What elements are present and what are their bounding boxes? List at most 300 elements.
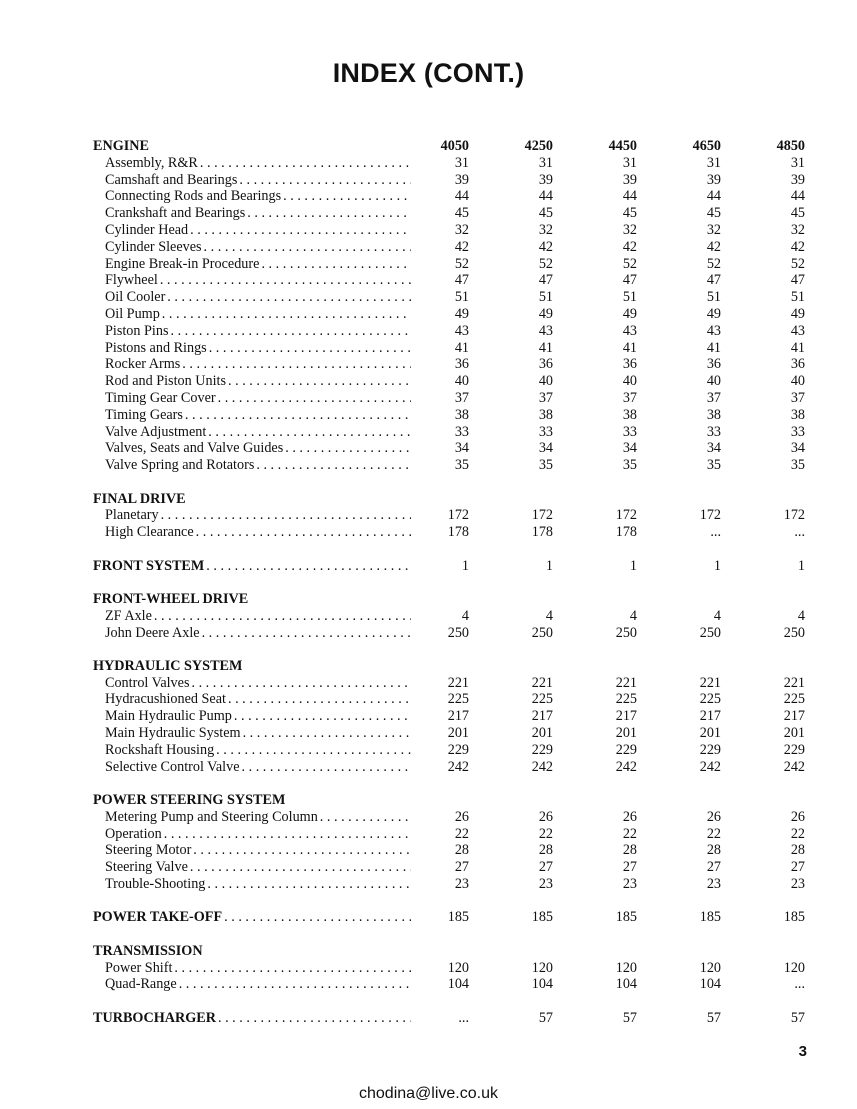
page-ref-4450: 185: [615, 909, 637, 926]
page-ref-4850: 47: [790, 272, 805, 289]
page-ref-4250: 1: [545, 557, 553, 574]
page-ref-4250: 172: [531, 507, 553, 524]
page-ref-4250: 221: [531, 674, 553, 691]
page-ref-4650: 37: [706, 389, 721, 406]
entry-assembly-r-r: Assembly, R&R: [105, 154, 198, 171]
page-ref-4850: 26: [790, 808, 805, 825]
page-ref-4650: 4: [713, 607, 721, 624]
page-ref-4050: 4: [461, 607, 469, 624]
entry-rod-and-piston-units: Rod and Piston Units: [105, 373, 227, 390]
page-ref-4650: 185: [699, 909, 721, 926]
page-ref-4650: 45: [706, 205, 721, 222]
index-entry: [93, 859, 813, 876]
page-ref-4050: 45: [454, 205, 469, 222]
index-entry: [93, 155, 813, 172]
index-table: [93, 138, 813, 1027]
index-entry: [93, 306, 813, 323]
page-ref-4850: 49: [790, 305, 805, 322]
entry-selective-control-valve: Selective Control Valve: [105, 758, 240, 775]
page-ref-4450: 22: [622, 825, 637, 842]
page-ref-4250: 225: [531, 691, 553, 708]
entry-piston-pins: Piston Pins: [105, 322, 169, 339]
page-ref-4450: 39: [622, 171, 637, 188]
page-ref-4050: 221: [447, 674, 469, 691]
page-ref-4450: 44: [622, 188, 637, 205]
page-ref-4450: 229: [615, 741, 637, 758]
section-entry: [93, 1010, 813, 1027]
page-ref-4650: 217: [699, 708, 721, 725]
page-ref-4250: 28: [538, 842, 553, 859]
page-ref-4450: 36: [622, 356, 637, 373]
page-ref-4650: 38: [706, 406, 721, 423]
entry-valve-spring-and-rotators: Valve Spring and Rotators: [105, 457, 255, 474]
page-ref-4250: 250: [531, 624, 553, 641]
dot-leader: [228, 373, 411, 390]
dot-leader: [161, 507, 411, 524]
page-ref-4450: 52: [622, 255, 637, 272]
dot-leader: [190, 859, 411, 876]
page-ref-4250: 49: [538, 305, 553, 322]
section-transmission: TRANSMISSION: [93, 942, 203, 959]
page-ref-4650: 57: [706, 1009, 721, 1026]
dot-leader: [228, 691, 411, 708]
page-ref-4850: 41: [790, 339, 805, 356]
index-entry: [93, 373, 813, 390]
page-ref-4050: 104: [447, 976, 469, 993]
dot-leader: [256, 457, 411, 474]
section-turbocharger: TURBOCHARGER: [93, 1009, 216, 1026]
page-ref-4450: 31: [622, 154, 637, 171]
entry-planetary: Planetary: [105, 507, 159, 524]
page-ref-4050: 38: [454, 406, 469, 423]
page-ref-4250: 201: [531, 725, 553, 742]
entry-oil-pump: Oil Pump: [105, 305, 160, 322]
index-entry: [93, 507, 813, 524]
page-ref-4650: 44: [706, 188, 721, 205]
page-ref-4650: 104: [699, 976, 721, 993]
entry-hydracushioned-seat: Hydracushioned Seat: [105, 691, 226, 708]
section-entry: [93, 591, 813, 608]
section-entry: [93, 658, 813, 675]
page-ref-4050: 250: [447, 624, 469, 641]
index-entry: [93, 725, 813, 742]
index-entry: [93, 323, 813, 340]
index-entry: [93, 742, 813, 759]
index-entry: [93, 625, 813, 642]
page-ref-4650: 26: [706, 808, 721, 825]
index-entry: [93, 608, 813, 625]
dot-leader: [242, 759, 412, 776]
section-entry: [93, 909, 813, 926]
page-ref-4850: 31: [790, 154, 805, 171]
page-number: 3: [798, 1043, 807, 1060]
dot-leader: [196, 524, 411, 541]
page-ref-4650: 33: [706, 423, 721, 440]
section-power-steering-system: POWER STEERING SYSTEM: [93, 792, 286, 809]
page-ref-4850: 23: [790, 876, 805, 893]
entry-main-hydraulic-pump: Main Hydraulic Pump: [105, 708, 232, 725]
page-ref-4450: 33: [622, 423, 637, 440]
entry-power-shift: Power Shift: [105, 959, 173, 976]
page-ref-4250: 4250: [524, 138, 553, 154]
page-ref-4250: 185: [531, 909, 553, 926]
page-ref-4650: 52: [706, 255, 721, 272]
page-ref-4650: 41: [706, 339, 721, 356]
index-entry: [93, 239, 813, 256]
page-ref-4250: 217: [531, 708, 553, 725]
dot-leader: [191, 675, 411, 692]
page-ref-4650: 201: [699, 725, 721, 742]
page-ref-4450: 45: [622, 205, 637, 222]
page-ref-4250: 43: [538, 322, 553, 339]
section-hydraulic-system: HYDRAULIC SYSTEM: [93, 657, 243, 674]
page-ref-4050: 23: [454, 876, 469, 893]
index-entry: [93, 691, 813, 708]
page-ref-4050: 41: [454, 339, 469, 356]
page-ref-4850: 37: [790, 389, 805, 406]
index-entry: [93, 256, 813, 273]
page-ref-4050: 36: [454, 356, 469, 373]
page-ref-4850: 52: [790, 255, 805, 272]
page-ref-4050: 120: [447, 959, 469, 976]
page-ref-4850: 51: [790, 289, 805, 306]
dot-leader: [167, 289, 411, 306]
page-ref-4450: 217: [615, 708, 637, 725]
page-ref-4250: 31: [538, 154, 553, 171]
page-ref-4050: 42: [454, 238, 469, 255]
page-ref-4650: 49: [706, 305, 721, 322]
dot-leader: [190, 222, 411, 239]
page-ref-4650: 32: [706, 221, 721, 238]
index-entry: [93, 289, 813, 306]
entry-cylinder-head: Cylinder Head: [105, 221, 189, 238]
page-ref-4050: 26: [454, 808, 469, 825]
page-ref-4850: 1: [797, 557, 805, 574]
section-entry: [93, 558, 813, 575]
page-ref-4050: 43: [454, 322, 469, 339]
dot-leader: [200, 155, 411, 172]
page-ref-4050: 39: [454, 171, 469, 188]
entry-metering-pump-and-steering-column: Metering Pump and Steering Column: [105, 808, 318, 825]
page-ref-4850: 45: [790, 205, 805, 222]
page-ref-4450: 4450: [608, 138, 637, 154]
entry-valves-seats-and-valve-guides: Valves, Seats and Valve Guides: [105, 440, 284, 457]
entry-control-valves: Control Valves: [105, 674, 190, 691]
page-ref-4250: 22: [538, 825, 553, 842]
dot-leader: [247, 205, 411, 222]
dot-leader: [160, 272, 411, 289]
index-entry: [93, 708, 813, 725]
page-ref-4050: 229: [447, 741, 469, 758]
page-ref-4250: 35: [538, 457, 553, 474]
dot-leader: [218, 1010, 411, 1027]
dot-leader: [154, 608, 411, 625]
entry-operation: Operation: [105, 825, 162, 842]
section-final-drive: FINAL DRIVE: [93, 490, 186, 507]
index-entry: [93, 440, 813, 457]
page-ref-4450: 225: [615, 691, 637, 708]
entry-timing-gear-cover: Timing Gear Cover: [105, 389, 216, 406]
page-ref-4650: 28: [706, 842, 721, 859]
entry-quad-range: Quad-Range: [105, 976, 177, 993]
dot-leader: [285, 440, 411, 457]
dot-leader: [224, 909, 411, 926]
dot-leader: [182, 356, 411, 373]
dot-leader: [261, 256, 411, 273]
page-ref-4650: 43: [706, 322, 721, 339]
page-ref-4050: 35: [454, 457, 469, 474]
section-front-wheel-drive: FRONT-WHEEL DRIVE: [93, 590, 249, 607]
section-entry: [93, 792, 813, 809]
page-ref-4250: 42: [538, 238, 553, 255]
page-ref-4450: 201: [615, 725, 637, 742]
page-ref-4250: 120: [531, 959, 553, 976]
page-ref-4450: 1: [629, 557, 637, 574]
entry-rockshaft-housing: Rockshaft Housing: [105, 741, 215, 758]
page-ref-4250: 34: [538, 440, 553, 457]
page-ref-4050: 31: [454, 154, 469, 171]
entry-trouble-shooting: Trouble-Shooting: [105, 876, 206, 893]
page-ref-4250: 32: [538, 221, 553, 238]
dot-leader: [206, 558, 411, 575]
page-ref-4050: 49: [454, 305, 469, 322]
page-ref-4850: 28: [790, 842, 805, 859]
section-front-system: FRONT SYSTEM: [93, 557, 205, 574]
page-ref-4250: 33: [538, 423, 553, 440]
page-ref-4050: 44: [454, 188, 469, 205]
page-ref-4650: 250: [699, 624, 721, 641]
page-ref-4650: 120: [699, 959, 721, 976]
dot-leader: [208, 424, 411, 441]
entry-oil-cooler: Oil Cooler: [105, 289, 166, 306]
page-ref-4450: 35: [622, 457, 637, 474]
index-entry: [93, 759, 813, 776]
page-ref-4450: 178: [615, 524, 637, 541]
page-ref-4450: 28: [622, 842, 637, 859]
page-ref-4050: 51: [454, 289, 469, 306]
page-ref-4650: 225: [699, 691, 721, 708]
index-entry: [93, 809, 813, 826]
page-ref-4650: 4650: [692, 138, 721, 154]
page-ref-4450: 37: [622, 389, 637, 406]
index-entry: [93, 524, 813, 541]
page-ref-4450: 242: [615, 758, 637, 775]
page-ref-4050: 33: [454, 423, 469, 440]
page-ref-4250: 52: [538, 255, 553, 272]
page-ref-4450: 38: [622, 406, 637, 423]
section-entry: [93, 491, 813, 508]
page-ref-4850: 225: [783, 691, 805, 708]
page-ref-4850: 33: [790, 423, 805, 440]
page-ref-4850: 120: [783, 959, 805, 976]
page-ref-4250: 38: [538, 406, 553, 423]
page-ref-4050: 1: [461, 557, 469, 574]
index-entry: [93, 826, 813, 843]
index-entry: [93, 172, 813, 189]
page-ref-4050: 4050: [440, 138, 469, 154]
dot-leader: [170, 323, 411, 340]
page-ref-4650: 242: [699, 758, 721, 775]
dot-leader: [239, 172, 411, 189]
page-ref-4050: ...: [458, 1009, 469, 1026]
entry-crankshaft-and-bearings: Crankshaft and Bearings: [105, 205, 246, 222]
page-ref-4050: 178: [447, 524, 469, 541]
index-entry: [93, 960, 813, 977]
page-ref-4050: 225: [447, 691, 469, 708]
page-ref-4050: 172: [447, 507, 469, 524]
index-entry: [93, 424, 813, 441]
page-ref-4050: 40: [454, 373, 469, 390]
page-ref-4450: 26: [622, 808, 637, 825]
page-ref-4250: 44: [538, 188, 553, 205]
page-ref-4650: 34: [706, 440, 721, 457]
index-entry: [93, 205, 813, 222]
page-ref-4250: 37: [538, 389, 553, 406]
entry-john-deere-axle: John Deere Axle: [105, 624, 200, 641]
page-ref-4450: 23: [622, 876, 637, 893]
page-ref-4850: 217: [783, 708, 805, 725]
page-ref-4450: 41: [622, 339, 637, 356]
page-ref-4850: 32: [790, 221, 805, 238]
page-ref-4650: 35: [706, 457, 721, 474]
page-ref-4850: 42: [790, 238, 805, 255]
dot-leader: [179, 976, 411, 993]
index-entry: [93, 356, 813, 373]
entry-main-hydraulic-system: Main Hydraulic System: [105, 725, 241, 742]
index-entry: [93, 188, 813, 205]
entry-steering-valve: Steering Valve: [105, 859, 188, 876]
page-ref-4850: 57: [790, 1009, 805, 1026]
entry-cylinder-sleeves: Cylinder Sleeves: [105, 238, 202, 255]
dot-leader: [174, 960, 411, 977]
page-ref-4850: 43: [790, 322, 805, 339]
page-ref-4850: 250: [783, 624, 805, 641]
entry-engine-break-in-procedure: Engine Break-in Procedure: [105, 255, 260, 272]
entry-pistons-and-rings: Pistons and Rings: [105, 339, 207, 356]
page-ref-4850: 22: [790, 825, 805, 842]
page-ref-4450: 120: [615, 959, 637, 976]
section-heading: [93, 138, 813, 155]
page-ref-4050: 32: [454, 221, 469, 238]
dot-leader: [218, 390, 411, 407]
page-ref-4050: 217: [447, 708, 469, 725]
index-entry: [93, 675, 813, 692]
index-entry: [93, 976, 813, 993]
section-engine: ENGINE: [93, 138, 149, 154]
page-ref-4850: 242: [783, 758, 805, 775]
entry-steering-motor: Steering Motor: [105, 842, 192, 859]
page-ref-4650: 42: [706, 238, 721, 255]
page-ref-4850: 44: [790, 188, 805, 205]
page-ref-4850: ...: [794, 524, 805, 541]
page-ref-4050: 242: [447, 758, 469, 775]
page-ref-4250: 40: [538, 373, 553, 390]
index-entry: [93, 390, 813, 407]
dot-leader: [320, 809, 411, 826]
page-ref-4250: 229: [531, 741, 553, 758]
page-ref-4450: 34: [622, 440, 637, 457]
page-ref-4850: 27: [790, 859, 805, 876]
page-ref-4450: 104: [615, 976, 637, 993]
index-entry: [93, 407, 813, 424]
section-entry: [93, 943, 813, 960]
page-ref-4450: 40: [622, 373, 637, 390]
entry-zf-axle: ZF Axle: [105, 607, 152, 624]
page-ref-4650: ...: [710, 524, 721, 541]
page-ref-4050: 201: [447, 725, 469, 742]
page-ref-4050: 27: [454, 859, 469, 876]
page-ref-4250: 178: [531, 524, 553, 541]
page-ref-4250: 242: [531, 758, 553, 775]
dot-leader: [164, 826, 411, 843]
page-ref-4250: 45: [538, 205, 553, 222]
page-ref-4650: 23: [706, 876, 721, 893]
page-ref-4050: 28: [454, 842, 469, 859]
page-ref-4250: 39: [538, 171, 553, 188]
entry-timing-gears: Timing Gears: [105, 406, 183, 423]
index-entry: [93, 340, 813, 357]
page-ref-4650: 31: [706, 154, 721, 171]
page-ref-4650: 172: [699, 507, 721, 524]
page-ref-4250: 104: [531, 976, 553, 993]
page-ref-4250: 27: [538, 859, 553, 876]
dot-leader: [202, 625, 411, 642]
index-entry: [93, 842, 813, 859]
page-ref-4450: 43: [622, 322, 637, 339]
page-ref-4850: 4850: [776, 138, 805, 154]
page-ref-4850: 4: [797, 607, 805, 624]
page-ref-4650: 39: [706, 171, 721, 188]
page-ref-4250: 47: [538, 272, 553, 289]
dot-leader: [234, 708, 411, 725]
page-ref-4250: 51: [538, 289, 553, 306]
page-ref-4050: 22: [454, 825, 469, 842]
page-ref-4450: 51: [622, 289, 637, 306]
page-ref-4450: 172: [615, 507, 637, 524]
page-ref-4450: 27: [622, 859, 637, 876]
index-entry: [93, 222, 813, 239]
entry-valve-adjustment: Valve Adjustment: [105, 423, 207, 440]
page-ref-4650: 229: [699, 741, 721, 758]
dot-leader: [193, 842, 411, 859]
page-ref-4850: 40: [790, 373, 805, 390]
page-ref-4850: ...: [794, 976, 805, 993]
page-ref-4050: 34: [454, 440, 469, 457]
dot-leader: [283, 188, 411, 205]
page-ref-4650: 221: [699, 674, 721, 691]
page-ref-4250: 4: [545, 607, 553, 624]
page-ref-4050: 185: [447, 909, 469, 926]
page-ref-4850: 36: [790, 356, 805, 373]
page-ref-4450: 4: [629, 607, 637, 624]
page-ref-4650: 1: [713, 557, 721, 574]
page-ref-4450: 250: [615, 624, 637, 641]
dot-leader: [216, 742, 411, 759]
page-ref-4850: 34: [790, 440, 805, 457]
entry-rocker-arms: Rocker Arms: [105, 356, 181, 373]
dot-leader: [162, 306, 411, 323]
page-ref-4850: 172: [783, 507, 805, 524]
dot-leader: [185, 407, 411, 424]
page-ref-4050: 37: [454, 389, 469, 406]
page-ref-4850: 221: [783, 674, 805, 691]
dot-leader: [209, 340, 411, 357]
dot-leader: [207, 876, 411, 893]
page-ref-4850: 229: [783, 741, 805, 758]
page-ref-4250: 23: [538, 876, 553, 893]
entry-high-clearance: High Clearance: [105, 524, 194, 541]
page-ref-4650: 47: [706, 272, 721, 289]
